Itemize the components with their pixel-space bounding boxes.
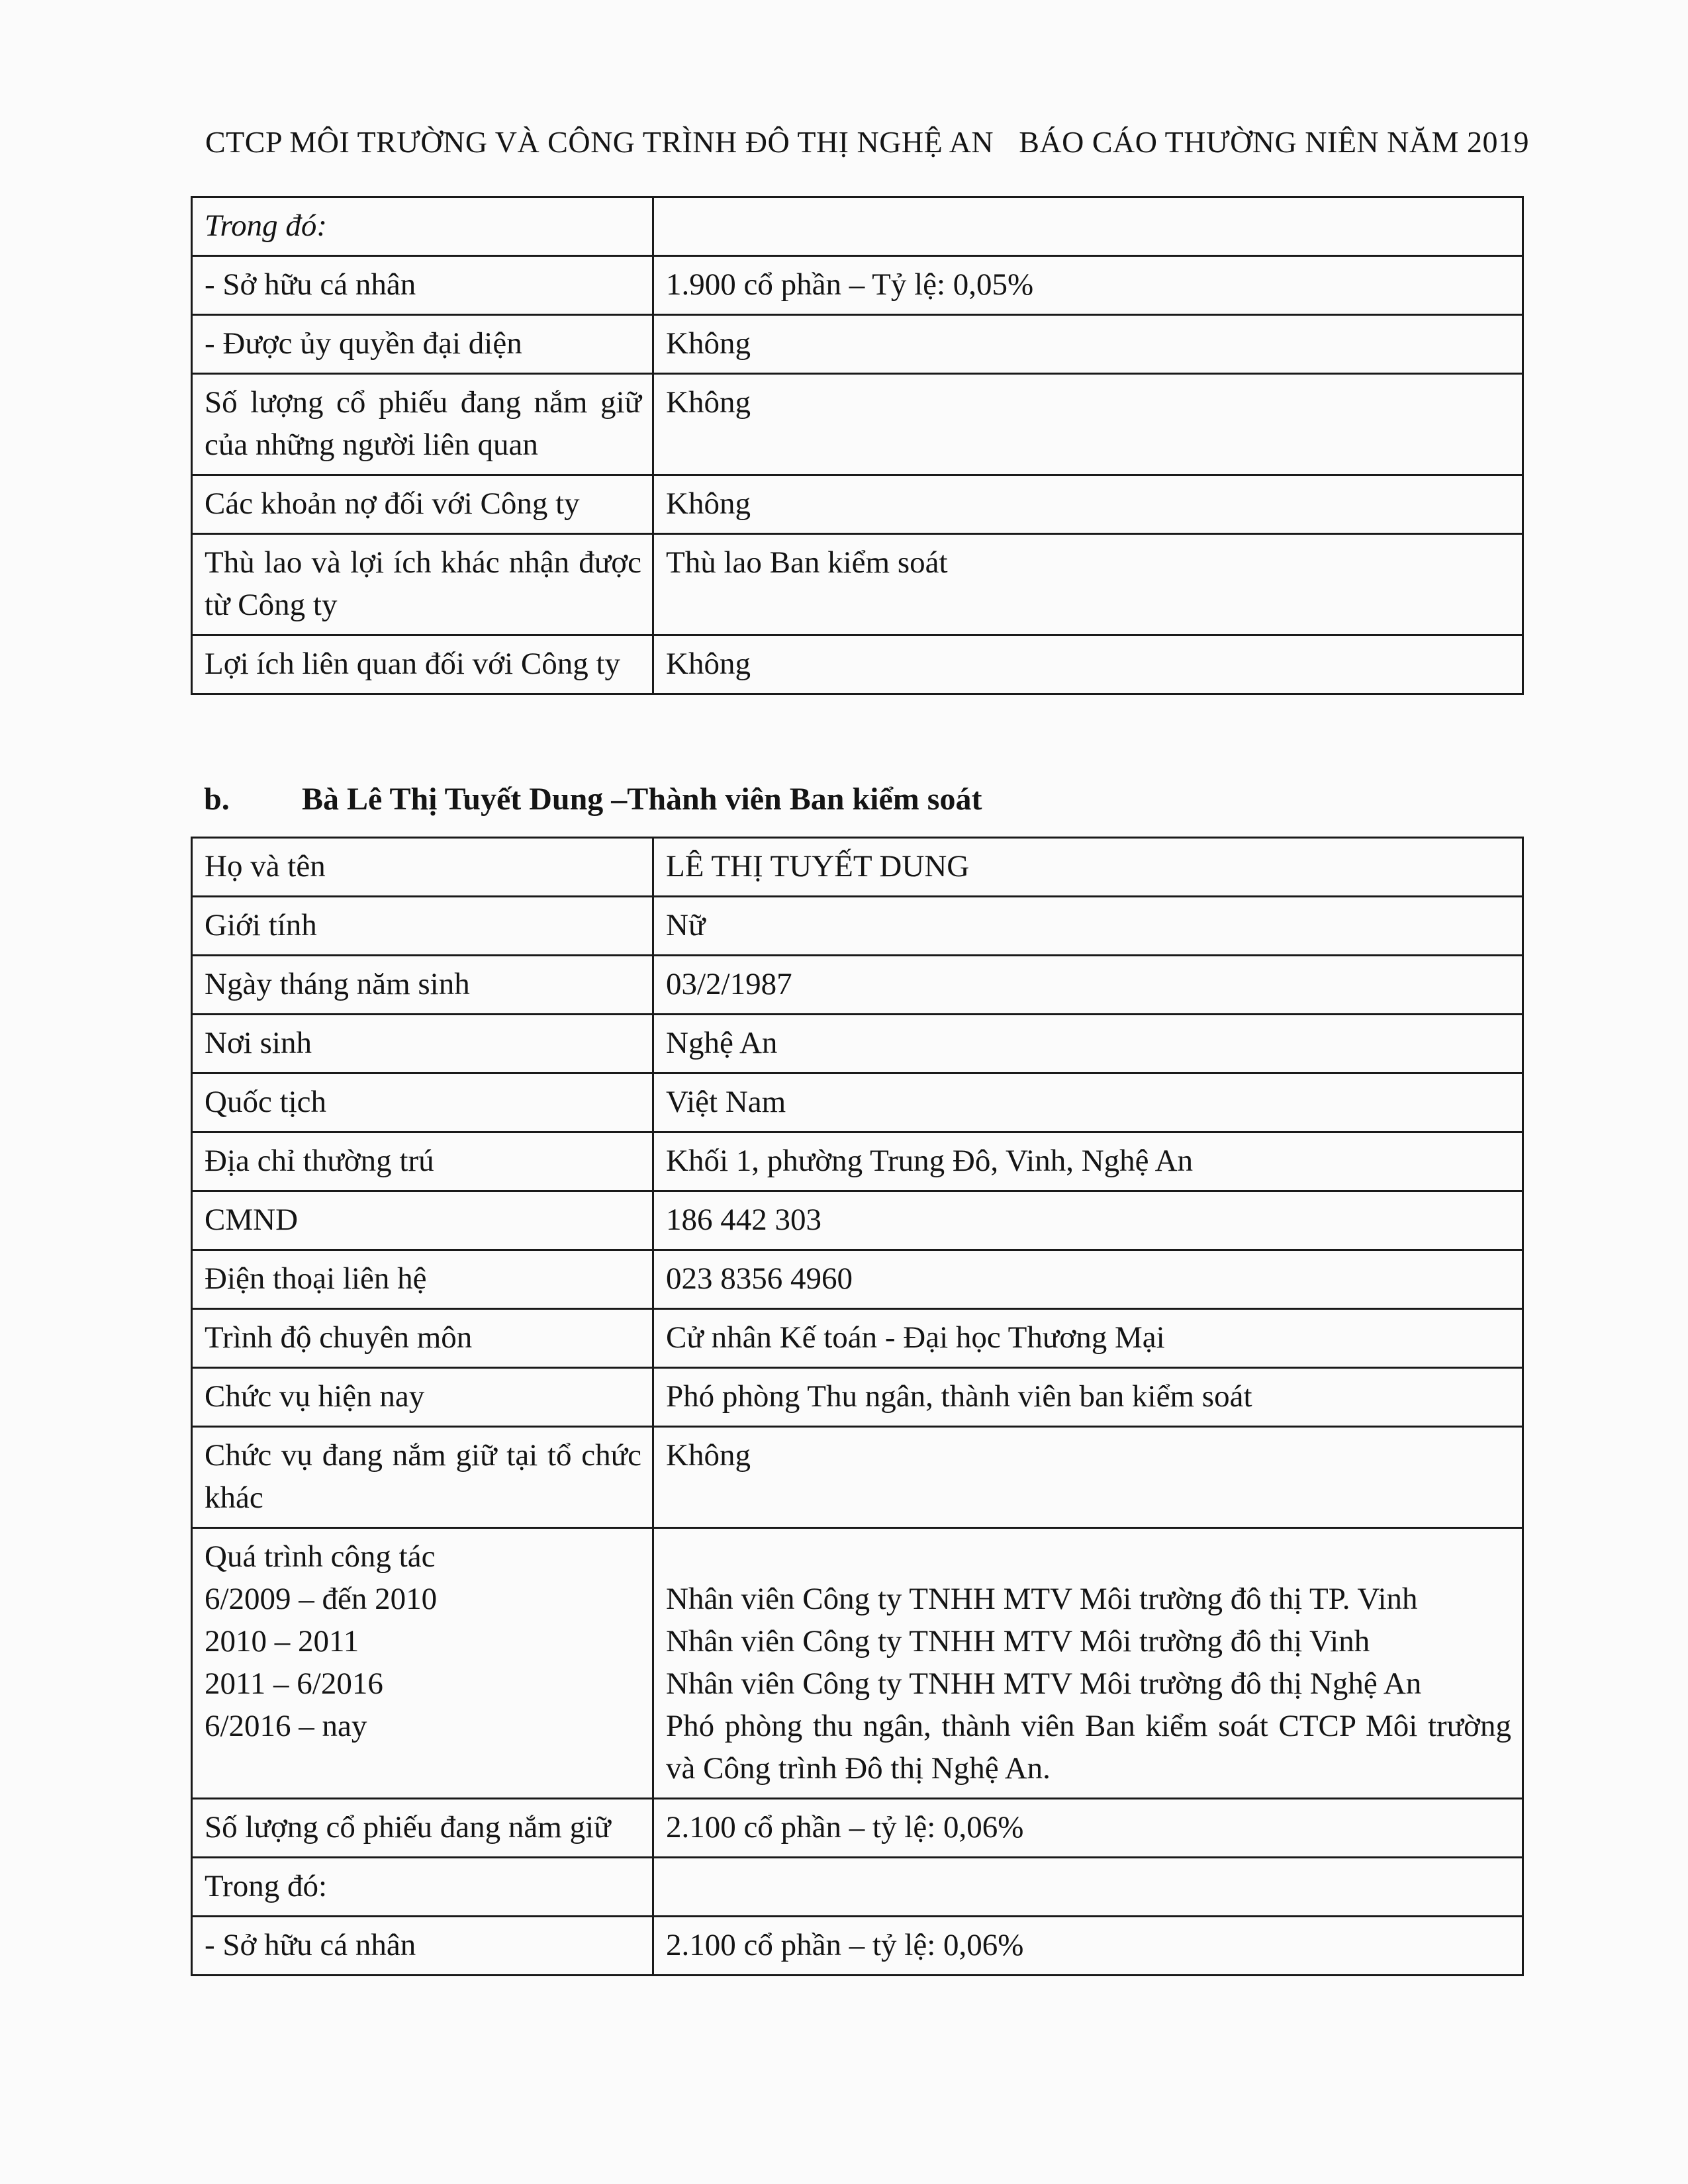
work-desc: Nhân viên Công ty TNHH MTV Môi trường đô thị TP. Vinh <box>666 1582 1418 1616</box>
member-info-table-continued <box>191 196 1524 695</box>
row-value: Cử nhân Kế toán - Đại học Thương Mại <box>653 1309 1523 1368</box>
table-row <box>192 1309 1523 1368</box>
member-info-table <box>191 837 1524 1976</box>
row-value: 2.100 cổ phần – tỷ lệ: 0,06% <box>653 1917 1523 1976</box>
table-row <box>192 838 1523 897</box>
table-row <box>192 635 1523 694</box>
table-row <box>192 534 1523 635</box>
table-row <box>192 1917 1523 1976</box>
table-row <box>192 1427 1523 1528</box>
row-value: LÊ THỊ TUYẾT DUNG <box>653 838 1523 897</box>
row-label: Trong đó: <box>192 197 653 256</box>
row-value: Không <box>653 635 1523 694</box>
table-row <box>192 1132 1523 1191</box>
work-period: 6/2016 – nay <box>205 1709 367 1743</box>
table-row <box>192 956 1523 1015</box>
work-period: 2011 – 6/2016 <box>205 1666 383 1701</box>
row-value: 023 8356 4960 <box>653 1250 1523 1309</box>
row-label: Thù lao và lợi ích khác nhận được từ Công ty <box>192 534 653 635</box>
row-label: Giới tính <box>192 897 653 956</box>
table-row <box>192 1073 1523 1132</box>
section-heading <box>204 781 982 817</box>
row-label: Lợi ích liên quan đối với Công ty <box>192 635 653 694</box>
row-value <box>653 197 1523 256</box>
row-label: Chức vụ đang nắm giữ tại tổ chức khác <box>192 1427 653 1528</box>
work-history-descriptions <box>653 1528 1523 1799</box>
row-label: Trong đó: <box>192 1858 653 1917</box>
row-label: - Sở hữu cá nhân <box>192 256 653 315</box>
table-row <box>192 1368 1523 1427</box>
table-row <box>192 1858 1523 1917</box>
section-title: Bà Lê Thị Tuyết Dung –Thành viên Ban kiểm soát <box>302 782 982 817</box>
section-letter: b. <box>204 782 230 817</box>
row-label: Địa chỉ thường trú <box>192 1132 653 1191</box>
row-value <box>653 1858 1523 1917</box>
table-row <box>192 1191 1523 1250</box>
row-label: Chức vụ hiện nay <box>192 1368 653 1427</box>
row-value: Nữ <box>653 897 1523 956</box>
table-row <box>192 1015 1523 1073</box>
work-desc: Nhân viên Công ty TNHH MTV Môi trường đô thị Vinh <box>666 1624 1370 1659</box>
work-desc: Phó phòng thu ngân, thành viên Ban kiểm soát CTCP Môi trường và Công trình Đô thị Nghệ An. <box>666 1709 1511 1786</box>
table-row <box>192 197 1523 256</box>
row-label: Quốc tịch <box>192 1073 653 1132</box>
row-value: Việt Nam <box>653 1073 1523 1132</box>
row-value: Không <box>653 475 1523 534</box>
row-label: Số lượng cổ phiếu đang nắm giữ <box>192 1799 653 1858</box>
row-value: Nghệ An <box>653 1015 1523 1073</box>
row-value: Phó phòng Thu ngân, thành viên ban kiểm soát <box>653 1368 1523 1427</box>
work-history-row <box>192 1528 1523 1799</box>
row-label: Ngày tháng năm sinh <box>192 956 653 1015</box>
row-label: Các khoản nợ đối với Công ty <box>192 475 653 534</box>
table-row <box>192 1250 1523 1309</box>
row-value: Không <box>653 374 1523 475</box>
table-row <box>192 1799 1523 1858</box>
row-value: Khối 1, phường Trung Đô, Vinh, Nghệ An <box>653 1132 1523 1191</box>
row-label: Trình độ chuyên môn <box>192 1309 653 1368</box>
row-label: - Được ủy quyền đại diện <box>192 315 653 374</box>
work-history-periods <box>192 1528 653 1799</box>
row-value: 1.900 cổ phần – Tỷ lệ: 0,05% <box>653 256 1523 315</box>
row-value: 2.100 cổ phần – tỷ lệ: 0,06% <box>653 1799 1523 1858</box>
row-label: Số lượng cổ phiếu đang nắm giữ của những người liên quan <box>192 374 653 475</box>
row-label: Họ và tên <box>192 838 653 897</box>
table-row <box>192 374 1523 475</box>
work-history-label: Quá trình công tác <box>205 1539 436 1574</box>
row-label: - Sở hữu cá nhân <box>192 1917 653 1976</box>
table-row <box>192 475 1523 534</box>
work-period: 2010 – 2011 <box>205 1624 359 1659</box>
work-desc: Nhân viên Công ty TNHH MTV Môi trường đô thị Nghệ An <box>666 1666 1422 1701</box>
row-value: 186 442 303 <box>653 1191 1523 1250</box>
header-report-title: BÁO CÁO THƯỜNG NIÊN NĂM 2019 <box>1019 125 1529 159</box>
page-header <box>205 124 1529 159</box>
row-value: Không <box>653 1427 1523 1528</box>
row-value: Thù lao Ban kiểm soát <box>653 534 1523 635</box>
table-row <box>192 315 1523 374</box>
row-value: Không <box>653 315 1523 374</box>
table-row <box>192 256 1523 315</box>
row-label: Điện thoại liên hệ <box>192 1250 653 1309</box>
table-row <box>192 897 1523 956</box>
row-value: 03/2/1987 <box>653 956 1523 1015</box>
work-period: 6/2009 – đến 2010 <box>205 1582 438 1616</box>
row-label: Nơi sinh <box>192 1015 653 1073</box>
row-label: CMND <box>192 1191 653 1250</box>
header-company-name: CTCP MÔI TRƯỜNG VÀ CÔNG TRÌNH ĐÔ THỊ NGHỆ AN <box>205 125 994 159</box>
